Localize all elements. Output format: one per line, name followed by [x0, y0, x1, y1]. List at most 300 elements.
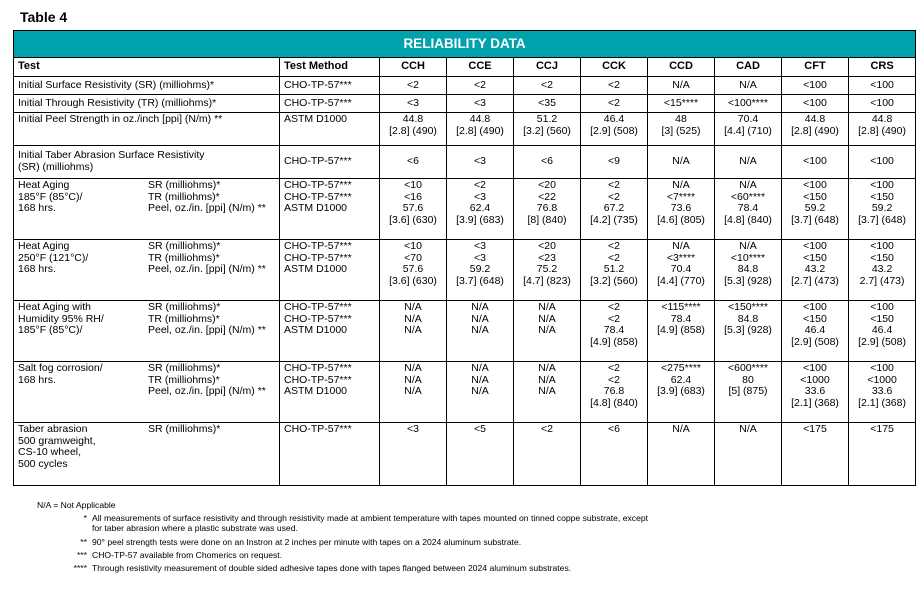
value-cell — [782, 95, 849, 113]
value: <150 — [803, 251, 827, 264]
value-cell — [782, 301, 849, 362]
value: <1000 — [800, 373, 830, 386]
value-cell — [380, 77, 447, 95]
value: 33.6 — [804, 385, 826, 398]
value: <2 — [608, 240, 620, 252]
value: 51.2 — [536, 113, 558, 125]
value-cell — [380, 95, 447, 113]
value-cell — [782, 113, 849, 146]
value: [4.9] (858) — [590, 335, 638, 348]
test-method: CHO-TP-57*** — [284, 179, 352, 191]
footnote-text: All measurements of surface resistivity and through resistivity made at ambient temperature with tapes mounted on tinned coppe substrate, except for taber abrasion where a plastic substrate was used. — [92, 513, 649, 534]
value: <100 — [803, 362, 827, 374]
value: <275**** — [661, 362, 701, 374]
value-cell — [648, 301, 715, 362]
value: <2 — [608, 251, 620, 264]
measurement-label: SR (milliohms)* — [148, 240, 221, 252]
value: <10**** — [730, 251, 766, 264]
value: N/A — [672, 155, 690, 168]
value: 62.4 — [469, 202, 491, 215]
value-cell — [849, 146, 916, 179]
value-cell — [648, 113, 715, 146]
test-name: 168 hrs. — [18, 263, 56, 276]
header-product: CCD — [648, 58, 715, 77]
value: <70 — [404, 251, 422, 264]
reliability-data-table — [13, 30, 916, 486]
footnote-text: Through resistivity measurement of double sided adhesive tapes done with tapes flanged between 2024 aluminum substrates. — [92, 563, 572, 574]
table-row — [14, 113, 916, 146]
value: <9 — [608, 155, 620, 168]
value: N/A — [471, 373, 489, 386]
value-cell — [581, 301, 648, 362]
test-name: Initial Peel Strength in oz./inch [ppi] (N/m) ** — [18, 113, 223, 125]
value: <600**** — [728, 362, 768, 374]
value-cell — [782, 423, 849, 486]
value-cell — [380, 240, 447, 301]
value: <35 — [538, 96, 556, 109]
value: 43.2 — [804, 263, 826, 276]
value: 67.2 — [603, 202, 625, 215]
value: <2 — [608, 179, 620, 191]
value: 75.2 — [536, 263, 558, 276]
value: 51.2 — [603, 263, 625, 276]
value-cell — [648, 179, 715, 240]
footnote — [37, 537, 652, 547]
value: 73.6 — [670, 202, 692, 215]
table-title: RELIABILITY DATA — [14, 31, 916, 58]
test-method: CHO-TP-57*** — [284, 240, 352, 252]
value-cell — [581, 362, 648, 423]
value: <16 — [404, 190, 422, 203]
value-cell — [849, 301, 916, 362]
value: <3 — [474, 190, 486, 203]
test-method: ASTM D1000 — [284, 385, 348, 398]
value: <3 — [474, 96, 486, 109]
value: <100 — [870, 155, 894, 168]
value: <100 — [870, 78, 894, 91]
value-cell — [581, 179, 648, 240]
value: N/A — [739, 240, 757, 252]
value: N/A — [538, 324, 556, 337]
value: <22 — [538, 190, 556, 203]
value: N/A — [471, 362, 489, 374]
value: 76.8 — [536, 202, 558, 215]
footnotes — [37, 500, 652, 576]
value-cell — [380, 113, 447, 146]
test-method-cell — [280, 240, 380, 301]
value-cell — [782, 179, 849, 240]
value: N/A — [471, 324, 489, 337]
value: [4.8] (840) — [724, 213, 772, 226]
value: 62.4 — [670, 373, 692, 386]
test-method: CHO-TP-57*** — [284, 312, 352, 325]
value-cell — [581, 77, 648, 95]
value: <3 — [474, 251, 486, 264]
value: 44.8 — [402, 113, 424, 125]
test-method-cell — [280, 113, 380, 146]
value: N/A — [538, 385, 556, 398]
value: [2.9] (508) — [590, 124, 638, 137]
measurement-label: TR (milliohms)* — [148, 251, 220, 264]
value: <3**** — [666, 251, 696, 264]
value: <175 — [870, 423, 894, 435]
value: [8] (840) — [527, 213, 567, 226]
header-test: Test — [14, 58, 280, 77]
test-method: CHO-TP-57*** — [284, 373, 352, 386]
table-row — [14, 301, 916, 362]
value-cell — [447, 301, 514, 362]
value: [4.8] (840) — [590, 396, 638, 409]
test-name: Taber abrasion — [18, 423, 88, 435]
value-cell — [581, 146, 648, 179]
value: 78.4 — [603, 324, 625, 337]
test-method: ASTM D1000 — [284, 113, 348, 125]
header-test-method: Test Method — [280, 58, 380, 77]
measurement-label: TR (milliohms)* — [148, 373, 220, 386]
value: <1000 — [867, 373, 897, 386]
value: <2 — [608, 301, 620, 313]
value: <3 — [407, 423, 419, 435]
value: 84.8 — [737, 263, 759, 276]
value: <20 — [538, 179, 556, 191]
value-cell — [715, 77, 782, 95]
test-name: 500 cycles — [18, 457, 68, 470]
value: 78.4 — [670, 312, 692, 325]
value-cell — [380, 423, 447, 486]
value: <10 — [404, 179, 422, 191]
value: N/A — [404, 373, 422, 386]
value: <115**** — [661, 301, 701, 313]
value-cell — [447, 240, 514, 301]
value: <100 — [870, 301, 894, 313]
value: [2.8] (490) — [456, 124, 504, 137]
measurement-label: TR (milliohms)* — [148, 190, 220, 203]
test-cell — [14, 77, 280, 95]
test-method-cell — [280, 77, 380, 95]
measurement-label: Peel, oz./in. [ppi] (N/m) ** — [148, 263, 266, 276]
value: <100 — [870, 240, 894, 252]
value: <2 — [474, 78, 486, 91]
value: 2.7] (473) — [859, 274, 905, 287]
test-name: 500 gramweight, — [18, 434, 96, 447]
value: <100 — [803, 155, 827, 168]
test-cell — [14, 113, 280, 146]
value: <100 — [803, 240, 827, 252]
value-cell — [849, 362, 916, 423]
value-cell — [380, 362, 447, 423]
value-cell — [782, 240, 849, 301]
footnote-mark: ** — [80, 536, 87, 547]
value: [3.6] (630) — [389, 213, 437, 226]
test-name: Humidity 95% RH/ — [18, 312, 104, 325]
value: [2.8] (490) — [858, 124, 906, 137]
value: N/A — [538, 301, 556, 313]
value-cell — [581, 113, 648, 146]
value-cell — [715, 301, 782, 362]
value: <100 — [870, 362, 894, 374]
header-product: CAD — [715, 58, 782, 77]
value: 44.8 — [469, 113, 491, 125]
test-cell — [14, 301, 280, 362]
value: 57.6 — [402, 263, 424, 276]
value-cell — [715, 146, 782, 179]
test-method: CHO-TP-57*** — [284, 362, 352, 374]
value: N/A — [739, 155, 757, 168]
value: <2 — [407, 78, 419, 91]
value: <3 — [474, 155, 486, 168]
value: 46.4 — [603, 113, 625, 125]
value: <150 — [870, 251, 894, 264]
value: <2 — [608, 190, 620, 203]
value: <20 — [538, 240, 556, 252]
value: N/A — [538, 312, 556, 325]
header-product: CFT — [782, 58, 849, 77]
value: <100 — [870, 179, 894, 191]
value: <2 — [608, 362, 620, 374]
value: <150 — [803, 312, 827, 325]
header-row — [14, 58, 916, 77]
test-name: Salt fog corrosion/ — [18, 362, 103, 374]
test-name: Initial Through Resistivity (TR) (milliohms)* — [18, 96, 217, 109]
value: <15**** — [663, 96, 699, 109]
value-cell — [849, 179, 916, 240]
value-cell — [514, 77, 581, 95]
value-cell — [447, 146, 514, 179]
value-cell — [648, 146, 715, 179]
test-method-cell — [280, 423, 380, 486]
value-cell — [380, 179, 447, 240]
value-cell — [514, 301, 581, 362]
test-method: CHO-TP-57*** — [284, 423, 352, 435]
value: 46.4 — [804, 324, 826, 337]
value-cell — [849, 77, 916, 95]
value: N/A — [739, 179, 757, 191]
value: <5 — [474, 423, 486, 435]
value: <150 — [803, 190, 827, 203]
footnote — [37, 500, 652, 510]
value-cell — [849, 240, 916, 301]
test-name: 168 hrs. — [18, 373, 56, 386]
value: [3.9] (683) — [456, 213, 504, 226]
value: [4.4] (710) — [724, 124, 772, 137]
value: [2.1] (368) — [858, 396, 906, 409]
header-product: CRS — [849, 58, 916, 77]
value: [4.4] (770) — [657, 274, 705, 287]
value: [2.9] (508) — [858, 335, 906, 348]
value: [4.9] (858) — [657, 324, 705, 337]
test-name: Heat Aging — [18, 179, 70, 191]
value-cell — [581, 423, 648, 486]
value-cell — [715, 113, 782, 146]
measurement-label: SR (milliohms)* — [148, 423, 221, 435]
measurement-label: TR (milliohms)* — [148, 312, 220, 325]
value: <2 — [608, 312, 620, 325]
value: N/A — [471, 312, 489, 325]
measurement-label: Peel, oz./in. [ppi] (N/m) ** — [148, 385, 266, 398]
value-cell — [648, 77, 715, 95]
footnote-mark: * — [83, 513, 87, 524]
value: <6 — [608, 423, 620, 435]
footnote — [37, 550, 652, 560]
value-cell — [447, 95, 514, 113]
test-cell — [14, 240, 280, 301]
value: [2.8] (490) — [389, 124, 437, 137]
value: [3.2] (560) — [523, 124, 571, 137]
test-method-cell — [280, 301, 380, 362]
value-cell — [380, 301, 447, 362]
value-cell — [581, 240, 648, 301]
value: N/A — [404, 362, 422, 374]
value: 59.2 — [804, 202, 826, 215]
test-cell — [14, 362, 280, 423]
test-method-cell — [280, 146, 380, 179]
value: N/A — [538, 373, 556, 386]
value-cell — [782, 146, 849, 179]
value: [2.9] (508) — [791, 335, 839, 348]
test-name: 185°F (85°C)/ — [18, 324, 83, 337]
measurement-label: SR (milliohms)* — [148, 301, 221, 313]
value: N/A — [672, 240, 690, 252]
value: 46.4 — [871, 324, 893, 337]
test-method: ASTM D1000 — [284, 202, 348, 215]
value: 80 — [742, 373, 754, 386]
test-name: 250°F (121°C)/ — [18, 251, 89, 264]
value: [3.7] (648) — [456, 274, 504, 287]
table-caption: Table 4 — [20, 9, 68, 25]
value: <2 — [608, 373, 620, 386]
value: <150**** — [728, 301, 768, 313]
value: <100 — [803, 179, 827, 191]
value: <100 — [803, 78, 827, 91]
value-cell — [514, 179, 581, 240]
value-cell — [514, 146, 581, 179]
value: <150 — [870, 190, 894, 203]
test-name: CS-10 wheel, — [18, 446, 82, 459]
test-cell — [14, 95, 280, 113]
value: [3.7] (648) — [791, 213, 839, 226]
value: <100 — [803, 96, 827, 109]
test-method-cell — [280, 179, 380, 240]
value: [4.6] (805) — [657, 213, 705, 226]
value: 78.4 — [737, 202, 759, 215]
value: N/A — [739, 78, 757, 91]
value-cell — [514, 423, 581, 486]
value: 70.4 — [737, 113, 759, 125]
value: N/A — [672, 423, 690, 435]
value: <100 — [803, 301, 827, 313]
test-cell — [14, 179, 280, 240]
test-method: CHO-TP-57*** — [284, 251, 352, 264]
value-cell — [715, 423, 782, 486]
value-cell — [447, 113, 514, 146]
value: <2 — [541, 78, 553, 91]
value: [3.6] (630) — [389, 274, 437, 287]
value: 84.8 — [737, 312, 759, 325]
value: [2.7] (473) — [791, 274, 839, 287]
header-product: CCE — [447, 58, 514, 77]
value-cell — [447, 179, 514, 240]
test-name: 185°F (85°C)/ — [18, 190, 83, 203]
value: <2 — [608, 96, 620, 109]
value-cell — [782, 362, 849, 423]
test-method: CHO-TP-57*** — [284, 155, 352, 168]
value: <23 — [538, 251, 556, 264]
value: 59.2 — [469, 263, 491, 276]
value: <100 — [870, 96, 894, 109]
value-cell — [514, 113, 581, 146]
value: 76.8 — [603, 385, 625, 398]
value: 59.2 — [871, 202, 893, 215]
table-row — [14, 423, 916, 486]
footnote — [37, 563, 652, 573]
value: <150 — [870, 312, 894, 325]
value-cell — [514, 95, 581, 113]
value: <10 — [404, 240, 422, 252]
value: [5.3] (928) — [724, 324, 772, 337]
value: [4.7] (823) — [523, 274, 571, 287]
test-cell — [14, 146, 280, 179]
value: <175 — [803, 423, 827, 435]
value: N/A — [471, 301, 489, 313]
table-row — [14, 240, 916, 301]
test-name: Initial Surface Resistivity (SR) (milliohms)* — [18, 78, 215, 91]
test-method: CHO-TP-57*** — [284, 190, 352, 203]
footnote-mark: **** — [73, 563, 87, 574]
test-name: Heat Aging with — [18, 301, 91, 313]
value: [3] (525) — [661, 124, 701, 137]
value-cell — [849, 423, 916, 486]
value: <100**** — [728, 96, 768, 109]
test-name: Heat Aging — [18, 240, 70, 252]
value: N/A — [538, 362, 556, 374]
footnote — [37, 513, 652, 533]
value: N/A — [404, 385, 422, 398]
measurement-label: SR (milliohms)* — [148, 362, 221, 374]
table-row — [14, 179, 916, 240]
value: 48 — [675, 113, 687, 125]
test-method: CHO-TP-57*** — [284, 301, 352, 313]
value-cell — [648, 95, 715, 113]
value-cell — [447, 77, 514, 95]
value-cell — [380, 146, 447, 179]
value-cell — [447, 362, 514, 423]
value-cell — [849, 95, 916, 113]
value-cell — [581, 95, 648, 113]
test-method: ASTM D1000 — [284, 263, 348, 276]
value: <6 — [407, 155, 419, 168]
footnote-text: 90° peel strength tests were done on an Instron at 2 inches per minute with tapes on a 2024 aluminum substrate. — [92, 536, 522, 547]
header-product: CCK — [581, 58, 648, 77]
table-row — [14, 362, 916, 423]
value-cell — [782, 77, 849, 95]
value-cell — [447, 423, 514, 486]
value: 57.6 — [402, 202, 424, 215]
value: <6 — [541, 155, 553, 168]
measurement-label: Peel, oz./in. [ppi] (N/m) ** — [148, 202, 266, 215]
test-cell — [14, 423, 280, 486]
value-cell — [715, 240, 782, 301]
value: 33.6 — [871, 385, 893, 398]
value-cell — [715, 179, 782, 240]
value: N/A — [404, 301, 422, 313]
value: <3 — [474, 240, 486, 252]
table-row — [14, 146, 916, 179]
value: <60**** — [730, 190, 766, 203]
value-cell — [849, 113, 916, 146]
value: [2.8] (490) — [791, 124, 839, 137]
value: 43.2 — [871, 263, 893, 276]
value: [5] (875) — [728, 385, 768, 398]
